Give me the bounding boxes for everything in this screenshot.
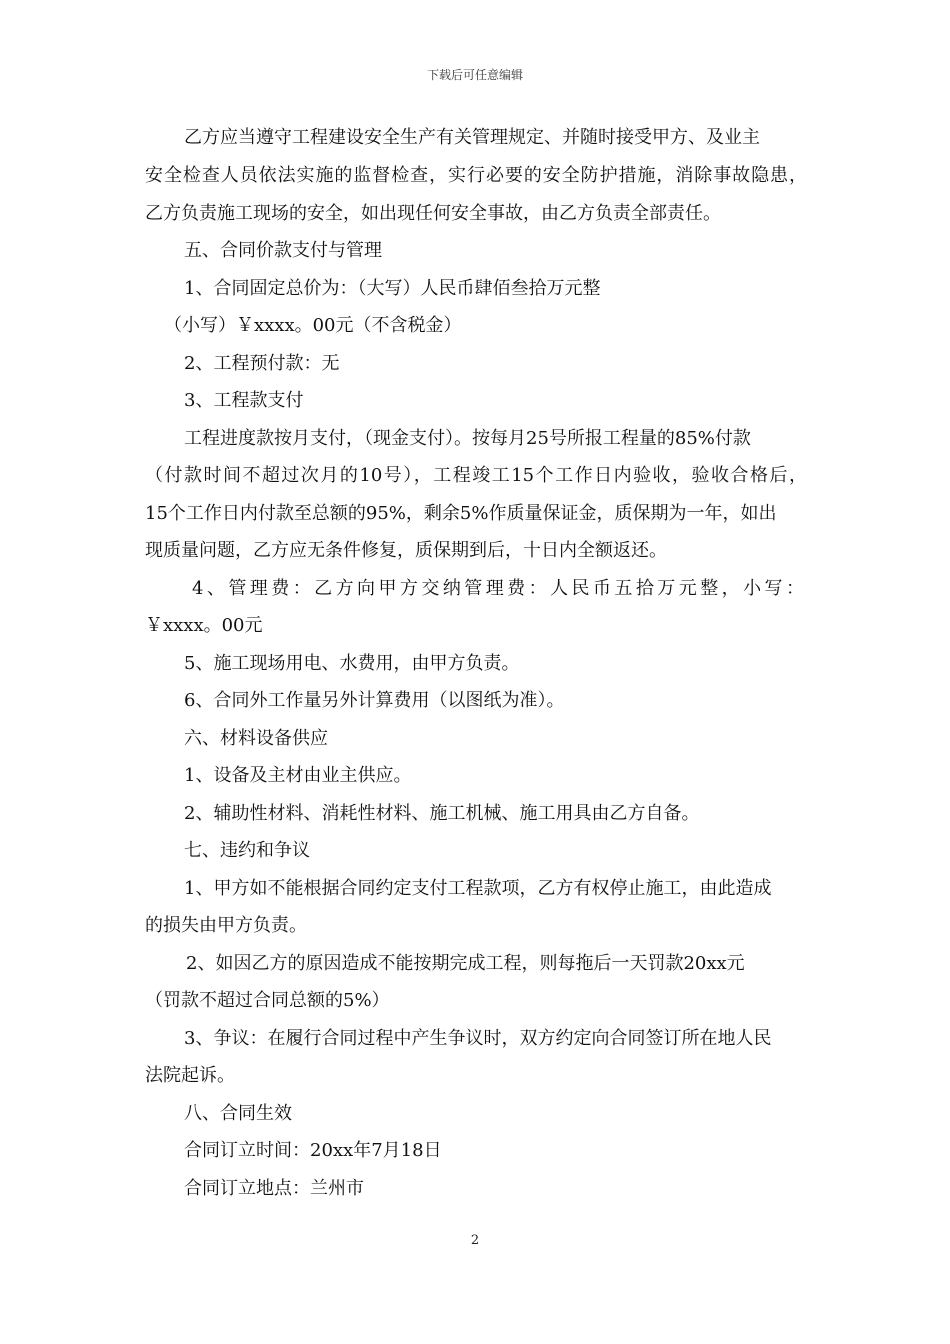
body-line: 现质量问题，乙方应无条件修复，质保期到后，十日内全额返还。 — [145, 540, 667, 561]
body-line: （小写）￥xxxx。00元（不含税金） — [164, 315, 462, 336]
body-line: 2、工程预付款：无 — [184, 353, 340, 374]
body-line: 合同订立地点：兰州市 — [184, 1178, 364, 1199]
page-header: 下载后可任意编辑 — [426, 68, 523, 82]
body-line: （罚款不超过合同总额的5%） — [145, 990, 390, 1011]
body-line: 合同订立时间：20xx年7月18日 — [184, 1140, 442, 1161]
body-line: 安全检查人员依法实施的监督检查，实行必要的安全防护措施，消除事故隐患， — [145, 165, 807, 186]
section-heading: 七、违约和争议 — [184, 840, 310, 861]
body-line: （付款时间不超过次月的10号），工程竣工15个工作日内验收，验收合格后， — [145, 465, 807, 486]
page-number: 2 — [470, 1233, 480, 1248]
body-line: 3、争议：在履行合同过程中产生争议时，双方约定向合同签订所在地人民 — [184, 1028, 772, 1049]
body-line: 工程进度款按月支付，（现金支付）。按每月25号所报工程量的85%付款 — [184, 428, 751, 449]
body-line: ￥xxxx。00元 — [145, 615, 263, 636]
body-line: 1、合同固定总价为：（大写）人民币肆佰叁拾万元整 — [184, 278, 601, 299]
body-line: 2、如因乙方的原因造成不能按期完成工程，则每拖后一天罚款20xx元 — [186, 953, 745, 974]
body-line: 5、施工现场用电、水费用，由甲方负责。 — [184, 653, 520, 674]
body-line: 法院起诉。 — [145, 1065, 235, 1086]
body-line: 2、辅助性材料、消耗性材料、施工机械、施工用具由乙方自备。 — [184, 803, 700, 824]
body-line: 的损失由甲方负责。 — [145, 915, 307, 936]
section-heading: 五、合同价款支付与管理 — [184, 240, 382, 261]
body-line: 1、设备及主材由业主供应。 — [184, 765, 412, 786]
body-line: 15个工作日内付款至总额的95%，剩余5%作质量保证金，质保期为一年，如出 — [145, 503, 777, 524]
body-line: 4、管理费：乙方向甲方交纳管理费：人民币五拾万元整，小写： — [192, 578, 804, 599]
section-heading: 八、合同生效 — [184, 1103, 292, 1124]
body-line: 1、甲方如不能根据合同约定支付工程款项，乙方有权停止施工，由此造成 — [184, 878, 772, 899]
section-heading: 六、材料设备供应 — [184, 728, 328, 749]
body-line: 3、工程款支付 — [184, 390, 304, 411]
body-line: 乙方负责施工现场的安全，如出现任何安全事故，由乙方负责全部责任。 — [145, 203, 721, 224]
body-line: 乙方应当遵守工程建设安全生产有关管理规定、并随时接受甲方、及业主 — [184, 127, 760, 148]
body-line: 6、合同外工作量另外计算费用（以图纸为准）。 — [184, 690, 565, 711]
